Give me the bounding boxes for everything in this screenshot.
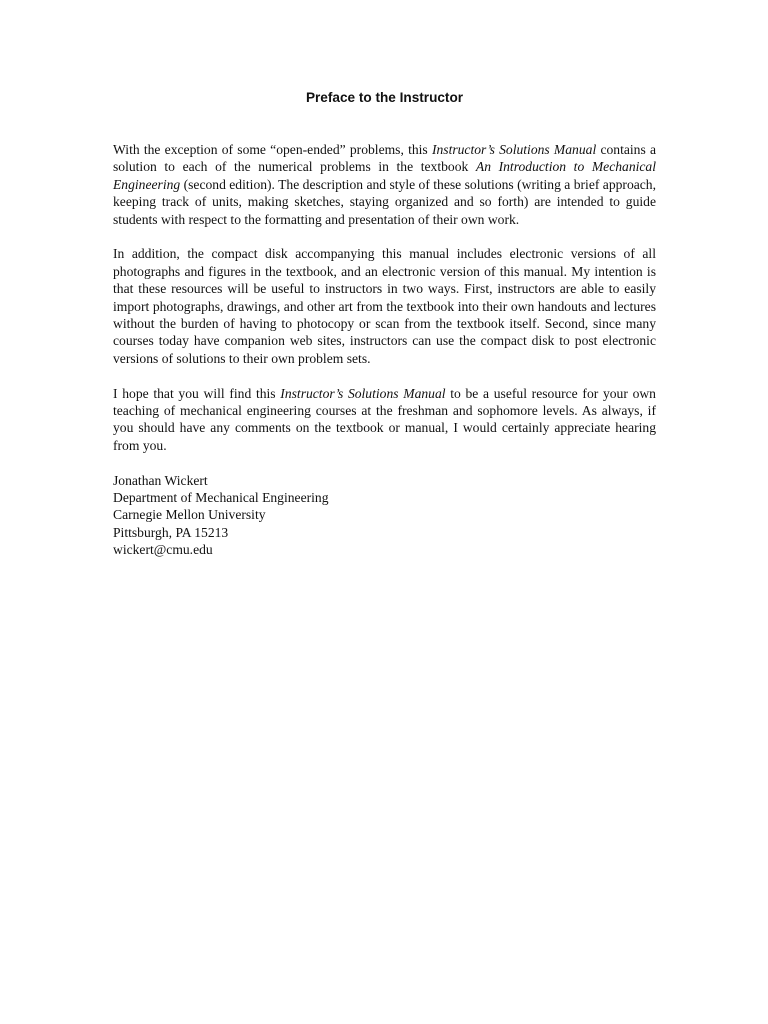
author-department: Department of Mechanical Engineering <box>113 490 329 506</box>
paragraph-1-text: With the exception of some “open-ended” problems, this <box>113 142 432 157</box>
page-title: Preface to the Instructor <box>305 90 464 105</box>
paragraph-1 <box>113 141 656 228</box>
manual-title-italic: Instructor’s Solutions Manual <box>280 385 446 401</box>
author-city: Pittsburgh, PA 15213 <box>113 524 229 540</box>
paragraph-3 <box>113 385 656 455</box>
author-name: Jonathan Wickert <box>113 472 208 488</box>
paragraph-2 <box>113 245 656 367</box>
paragraph-1-text: (second edition). The description and style of these solutions (writing a brief approach, keeping track of units, making sketches, staying organized and so forth) are intended to guide students with respect to the formatting and presentation of their own work. <box>113 176 656 227</box>
textbook-title-italic: An Introduction to Mechanical Engineering <box>113 159 657 192</box>
manual-title-italic: Instructor’s Solutions Manual <box>431 142 597 157</box>
signature-block <box>113 472 656 559</box>
paragraph-3-text: I hope that you will find this <box>113 385 281 401</box>
paragraph-2-text: In addition, the compact disk accompanying this manual includes electronic versions of all photographs and figures in the textbook, and an electronic version of this manual. My intention is that these resources will be useful to instructors in two ways. First, instructors are able to easily import photographs, drawings, and other art from the textbook into their own handouts and lectures without the burden of having to photocopy or scan from the textbook itself. Second, since many courses today have companion web sites, instructors can use the compact disk to post electronic versions of solutions to their own problem sets. <box>113 246 656 366</box>
author-university: Carnegie Mellon University <box>113 507 266 523</box>
author-email: wickert@cmu.edu <box>113 542 213 558</box>
paragraph-3-text: to be a useful resource for your own teaching of mechanical engineering courses at the freshman and sophomore levels. As always, if you should have any comments on the textbook or manual, I would certainly appreciate hearing from you. <box>113 385 656 453</box>
document-page <box>113 88 656 559</box>
paragraph-1-text: contains a solution to each of the numerical problems in the textbook <box>113 142 657 175</box>
